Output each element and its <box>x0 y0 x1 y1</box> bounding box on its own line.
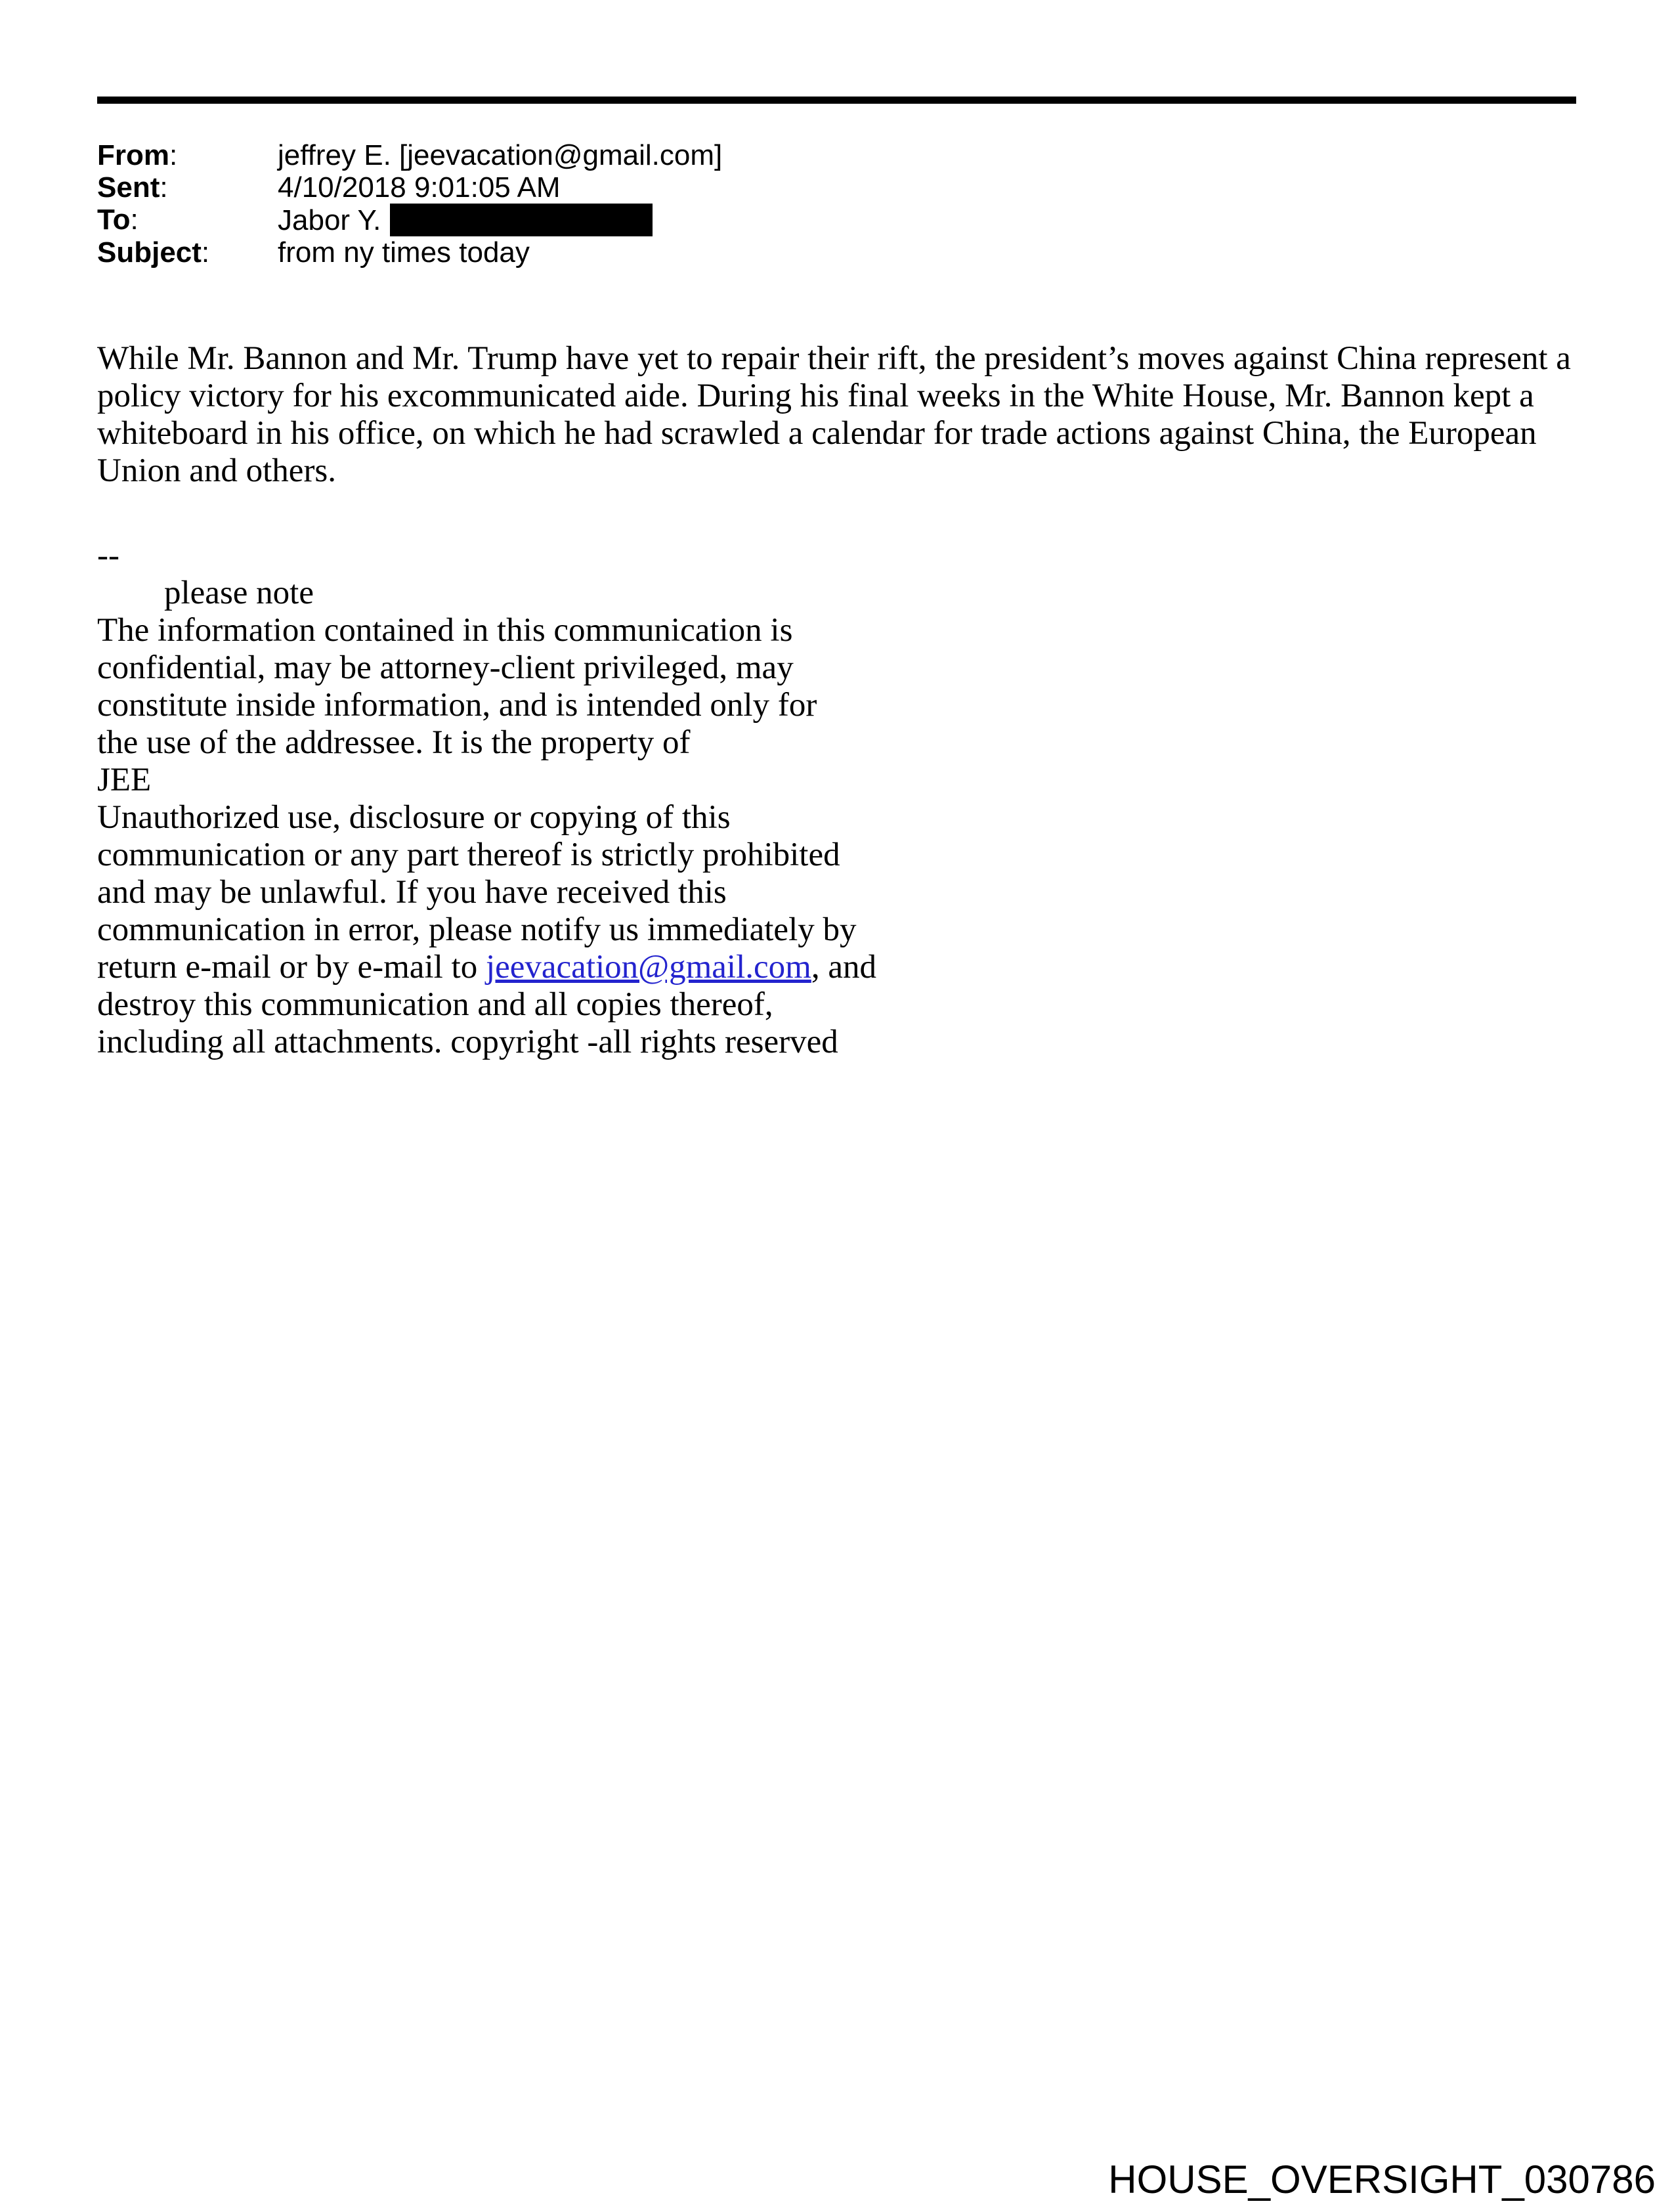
body-line: Union and others. <box>97 452 337 489</box>
signature-separator: -- <box>97 537 119 574</box>
email-header <box>97 139 722 269</box>
sent-value: 4/10/2018 9:01:05 AM <box>278 171 561 204</box>
header-row-subject <box>97 236 722 269</box>
from-label: From <box>97 139 169 171</box>
signature-line: constitute inside information, and is intended only for <box>97 687 817 724</box>
signature-line: and may be unlawful. If you have received this <box>97 874 727 911</box>
body-line: whiteboard in his office, on which he had scrawled a calendar for trade actions against China, the European <box>97 415 1537 452</box>
subject-colon: : <box>201 236 210 269</box>
header-row-to <box>97 204 722 236</box>
body-line: policy victory for his excommunicated aide. During his final weeks in the White House, Mr. Bannon kept a <box>97 378 1534 414</box>
email-link[interactable]: jeevacation@gmail.com <box>485 949 811 986</box>
to-value <box>278 204 653 236</box>
signature-line: JEE <box>97 762 152 798</box>
email-body-paragraph <box>97 340 1571 490</box>
signature-link-line <box>97 949 876 986</box>
link-line-before: return e-mail or by e-mail to <box>97 949 486 986</box>
signature-line: destroy this communication and all copies thereof, <box>97 986 773 1023</box>
to-value-text: Jabor Y. <box>278 204 381 236</box>
to-colon: : <box>130 204 139 236</box>
signature-line: please note <box>164 575 314 611</box>
signature-line: communication in error, please notify us immediately by <box>97 911 857 948</box>
signature-line: confidential, may be attorney-client privileged, may <box>97 649 794 686</box>
sent-colon: : <box>160 171 168 204</box>
body-line: While Mr. Bannon and Mr. Trump have yet to repair their rift, the president’s moves against China represent a <box>97 340 1571 377</box>
from-value: jeffrey E. [jeevacation@gmail.com] <box>278 139 723 171</box>
signature-block <box>97 537 876 1061</box>
header-row-sent <box>97 171 722 204</box>
signature-line: The information contained in this communication is <box>97 612 793 649</box>
signature-line: Unauthorized use, disclosure or copying of this <box>97 799 731 836</box>
header-row-from <box>97 139 722 171</box>
redaction-bar <box>390 204 653 236</box>
bates-number: HOUSE_OVERSIGHT_030786 <box>1108 2158 1656 2201</box>
signature-line: communication or any part thereof is strictly prohibited <box>97 836 840 873</box>
to-label: To <box>97 204 131 236</box>
from-colon: : <box>169 139 178 171</box>
sent-label: Sent <box>97 171 160 204</box>
signature-line: including all attachments. copyright -all rights reserved <box>97 1024 838 1060</box>
subject-value: from ny times today <box>278 236 530 269</box>
subject-label: Subject <box>97 236 202 269</box>
signature-line: the use of the addressee. It is the property of <box>97 724 691 761</box>
link-line-after: , and <box>811 949 876 986</box>
header-divider-rule <box>97 97 1576 104</box>
